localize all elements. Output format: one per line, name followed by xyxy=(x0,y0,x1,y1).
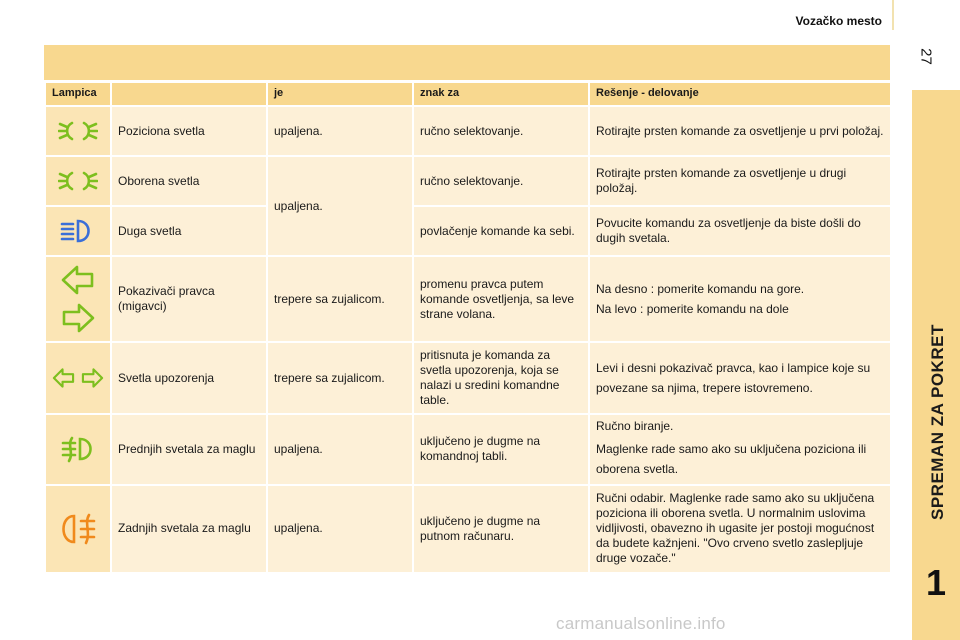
lamp-name: Duga svetla xyxy=(111,206,267,256)
table-row xyxy=(45,156,891,206)
lamp-action xyxy=(589,414,891,485)
header-divider xyxy=(892,0,894,30)
action-line: Na levo : pomerite komandu na dole xyxy=(596,301,789,316)
icon-cell xyxy=(45,342,111,414)
section-title: Vozačko mesto xyxy=(795,14,882,28)
header-je: je xyxy=(267,82,413,106)
lamp-action xyxy=(589,342,891,414)
icon-cell xyxy=(45,414,111,485)
direction-indicators-icon xyxy=(52,264,104,334)
header-lampica: Lampica xyxy=(45,82,111,106)
lamp-name: Svetla upozorenja xyxy=(111,342,267,414)
icon-cell xyxy=(45,156,111,206)
right-arrow-icon xyxy=(61,302,95,334)
table-row xyxy=(45,206,891,256)
left-arrow-icon xyxy=(52,366,75,390)
action-line: Rotirajte prsten komande za osvetljenje u prvi položaj. xyxy=(596,123,884,138)
table-row xyxy=(45,485,891,573)
lamp-action xyxy=(589,156,891,206)
action-line: Na desno : pomerite komandu na gore. xyxy=(596,281,805,296)
lamp-name: Pokazivači pravca (migavci) xyxy=(111,256,267,342)
lamp-meaning: uključeno je dugme na putnom računaru. xyxy=(413,485,589,573)
header-znak-za: znak za xyxy=(413,82,589,106)
table-header-row xyxy=(45,82,891,106)
table-title-band xyxy=(44,45,890,80)
chapter-number: 1 xyxy=(925,562,947,603)
table-row xyxy=(45,342,891,414)
lamp-action xyxy=(589,106,891,156)
lamp-state: trepere sa zujalicom. xyxy=(267,256,413,342)
lamp-meaning: ručno selektovanje. xyxy=(413,156,589,206)
lamp-meaning: ručno selektovanje. xyxy=(413,106,589,156)
table-row xyxy=(45,414,891,485)
action-line: Rotirajte prsten komande za osvetljenje u drugi položaj. xyxy=(596,166,847,195)
lamp-meaning: povlačenje komande ka sebi. xyxy=(413,206,589,256)
action-line: Ručni odabir. Maglenke rade samo ako su uključena poziciona ili oborena svetla. U normalnim uslovima vidljivosti, obavezno ih ugasite jer postoji mogućnost da budete kažnjeni. "Ovo crveno svetlo zaslepljuje druge vozače." xyxy=(596,491,875,566)
lamp-action xyxy=(589,206,891,256)
action-line: Maglenke rade samo ako su uključena poziciona ili oborena svetla. xyxy=(596,442,867,477)
lamp-name: Poziciona svetla xyxy=(111,106,267,156)
table-row xyxy=(45,106,891,156)
lamp-state: trepere sa zujalicom. xyxy=(267,342,413,414)
header-resenje: Rešenje - delovanje xyxy=(589,82,891,106)
left-arrow-icon xyxy=(61,264,95,296)
lamp-meaning: uključeno je dugme na komandnoj tabli. xyxy=(413,414,589,485)
lamp-name: Prednjih svetala za maglu xyxy=(111,414,267,485)
lamp-name: Oborena svetla xyxy=(111,156,267,206)
lamp-state: upaljena. xyxy=(267,485,413,573)
table-row xyxy=(45,256,891,342)
watermark: carmanualsonline.info xyxy=(556,614,726,633)
icon-cell xyxy=(45,256,111,342)
header-name xyxy=(111,82,267,106)
action-line: Povucite komandu za osvetljenje da biste došli do dugih svetala. xyxy=(596,216,861,245)
action-line: Ručno biranje. xyxy=(596,419,674,433)
right-arrow-icon xyxy=(81,366,104,390)
main-beam-icon xyxy=(58,218,98,244)
rear-fog-lamp-icon xyxy=(57,512,99,546)
icon-cell xyxy=(45,485,111,573)
lamp-meaning: pritisnuta je komanda za svetla upozorenja, koja se nalazi u sredini komandne table. xyxy=(413,342,589,414)
lamp-name: Zadnjih svetala za maglu xyxy=(111,485,267,573)
lamp-action xyxy=(589,256,891,342)
lamp-action xyxy=(589,485,891,573)
warning-lamps-table xyxy=(44,81,892,574)
lamp-meaning: promenu pravca putem komande osvetljenja, sa leve strane volana. xyxy=(413,256,589,342)
position-lights-icon xyxy=(58,118,98,144)
hazard-warning-icon xyxy=(52,366,104,390)
page-number: 27 xyxy=(917,48,935,65)
dipped-beam-icon xyxy=(58,168,98,194)
front-fog-lamp-icon xyxy=(58,435,98,463)
icon-cell xyxy=(45,206,111,256)
icon-cell xyxy=(45,106,111,156)
chapter-title: SPREMAN ZA POKRET xyxy=(928,324,947,520)
action-line: Levi i desni pokazivač pravca, kao i lampice koje su povezane sa njima, trepere istovremeno. xyxy=(596,360,871,395)
lamp-state: upaljena. xyxy=(267,414,413,485)
lamp-state: upaljena. xyxy=(267,106,413,156)
lamp-state: upaljena. xyxy=(267,156,413,256)
